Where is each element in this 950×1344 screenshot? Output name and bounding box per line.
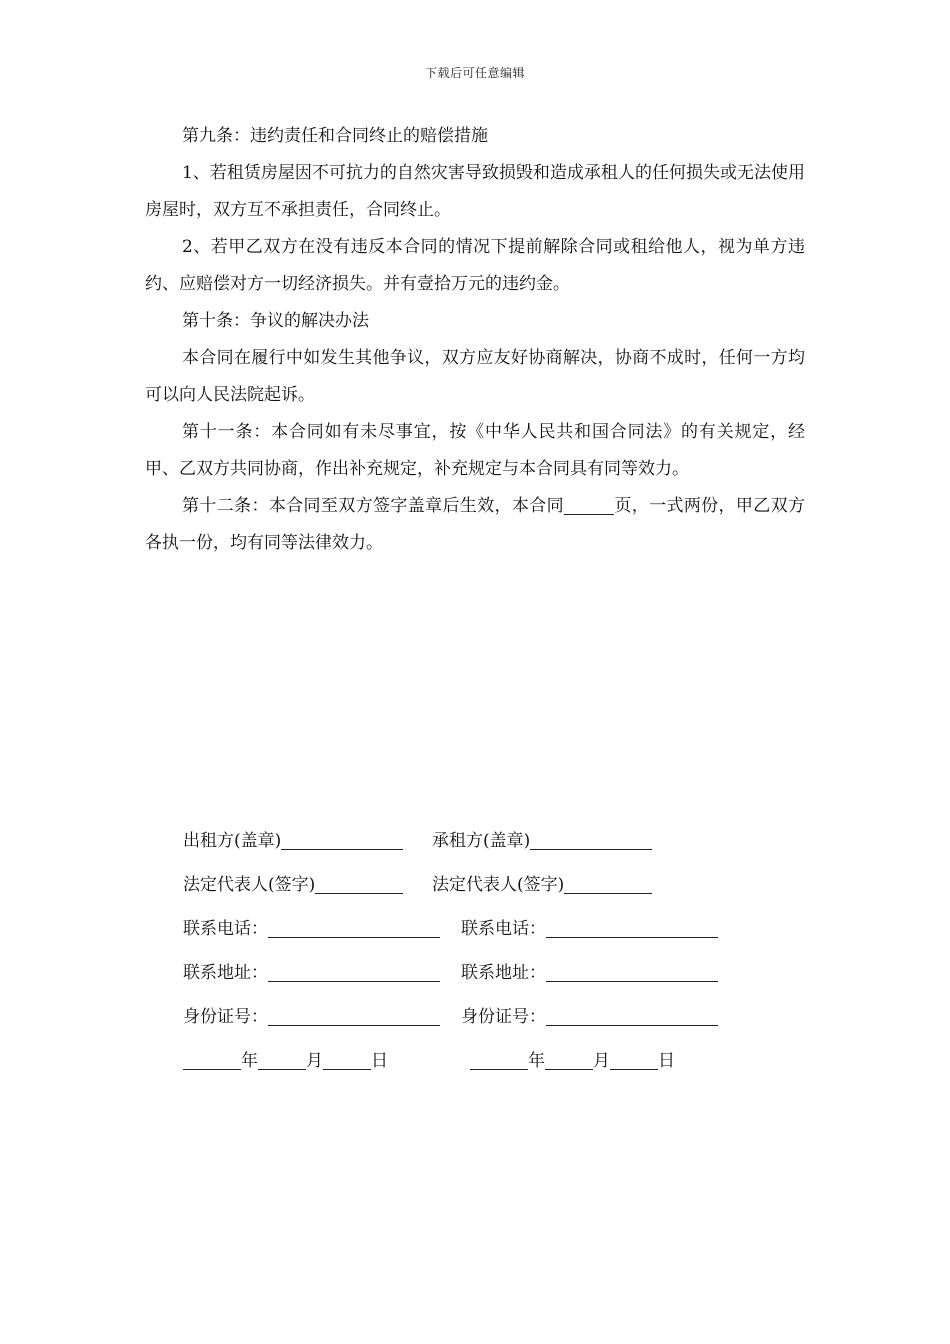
lessee-seal-field <box>432 822 652 860</box>
address-left-field <box>183 954 440 992</box>
date-left-day-label: 日 <box>371 1051 388 1071</box>
phone-left-label: 联系电话： <box>183 919 268 939</box>
article-10-body: 本合同在履行中如发生其他争议，双方应友好协商解决，协商不成时，任何一方均可以向人民法院起诉。 <box>145 348 805 405</box>
article-12-text-before: 第十二条：本合同至双方签字盖章后生效，本合同 <box>182 496 564 516</box>
lessee-seal-blank[interactable] <box>530 827 652 850</box>
address-left-blank[interactable] <box>268 959 440 982</box>
phone-right-label: 联系电话： <box>461 919 546 939</box>
date-right-day-blank[interactable] <box>610 1047 658 1070</box>
id-row <box>183 998 783 1042</box>
article-12 <box>145 488 805 562</box>
seal-row <box>183 822 783 866</box>
date-right-year-label: 年 <box>528 1051 545 1071</box>
id-right-blank[interactable] <box>546 1003 718 1026</box>
article-10-heading: 第十条：争议的解决办法 <box>182 311 369 331</box>
article-12-text-after: 页，一式两份，甲乙双方各执一份，均有同等法律效力。 <box>145 496 805 553</box>
id-left-field <box>183 998 440 1036</box>
legal-rep-row <box>183 866 783 910</box>
article-9-heading: 第九条：违约责任和合同终止的赔偿措施 <box>182 126 488 146</box>
lessor-seal-blank[interactable] <box>281 827 403 850</box>
page-header-note: 下载后可任意编辑 <box>424 66 525 80</box>
article-9-clause-1: 1、若租赁房屋因不可抗力的自然灾害导致损毁和造成承租人的任何损失或无法使用房屋时，双方互不承担责任，合同终止。 <box>145 163 805 220</box>
id-left-label: 身份证号： <box>183 1007 268 1027</box>
lessee-seal-label: 承租方(盖章) <box>432 831 531 851</box>
contract-body <box>145 118 805 562</box>
date-row <box>183 1042 783 1086</box>
date-left-month-label: 月 <box>306 1051 323 1071</box>
date-right-year-blank[interactable] <box>470 1047 528 1070</box>
legal-rep-right-label: 法定代表人(签字) <box>432 875 565 895</box>
date-left-year-label: 年 <box>241 1051 258 1071</box>
date-left-year-blank[interactable] <box>183 1047 241 1070</box>
date-left-day-blank[interactable] <box>323 1047 371 1070</box>
lessor-seal-field <box>183 822 403 860</box>
phone-row <box>183 910 783 954</box>
address-right-blank[interactable] <box>546 959 718 982</box>
article-9-clause-2: 2、若甲乙双方在没有违反本合同的情况下提前解除合同或租给他人，视为单方违约、应赔偿对方一切经济损失。并有壹拾万元的违约金。 <box>145 237 805 294</box>
page-count-blank[interactable] <box>564 492 614 515</box>
id-left-blank[interactable] <box>268 1003 440 1026</box>
address-left-label: 联系地址： <box>183 963 268 983</box>
phone-left-field <box>183 910 440 948</box>
lessor-seal-label: 出租方(盖章) <box>183 831 282 851</box>
address-right-field <box>461 954 718 992</box>
date-right-field <box>470 1042 675 1080</box>
phone-right-blank[interactable] <box>546 915 718 938</box>
legal-rep-right-blank[interactable] <box>564 871 652 894</box>
date-left-field <box>183 1042 388 1080</box>
date-right-month-label: 月 <box>593 1051 610 1071</box>
legal-rep-right-field <box>432 866 652 904</box>
phone-left-blank[interactable] <box>268 915 440 938</box>
date-left-month-blank[interactable] <box>258 1047 306 1070</box>
article-11: 第十一条：本合同如有未尽事宜，按《中华人民共和国合同法》的有关规定，经甲、乙双方共同协商，作出补充规定，补充规定与本合同具有同等效力。 <box>145 422 805 479</box>
date-right-day-label: 日 <box>658 1051 675 1071</box>
id-right-field <box>461 998 718 1036</box>
date-right-month-blank[interactable] <box>545 1047 593 1070</box>
address-right-label: 联系地址： <box>461 963 546 983</box>
signature-block <box>183 822 783 1086</box>
address-row <box>183 954 783 998</box>
id-right-label: 身份证号： <box>461 1007 546 1027</box>
legal-rep-left-blank[interactable] <box>315 871 403 894</box>
legal-rep-left-label: 法定代表人(签字) <box>183 875 316 895</box>
phone-right-field <box>461 910 718 948</box>
legal-rep-left-field <box>183 866 403 904</box>
